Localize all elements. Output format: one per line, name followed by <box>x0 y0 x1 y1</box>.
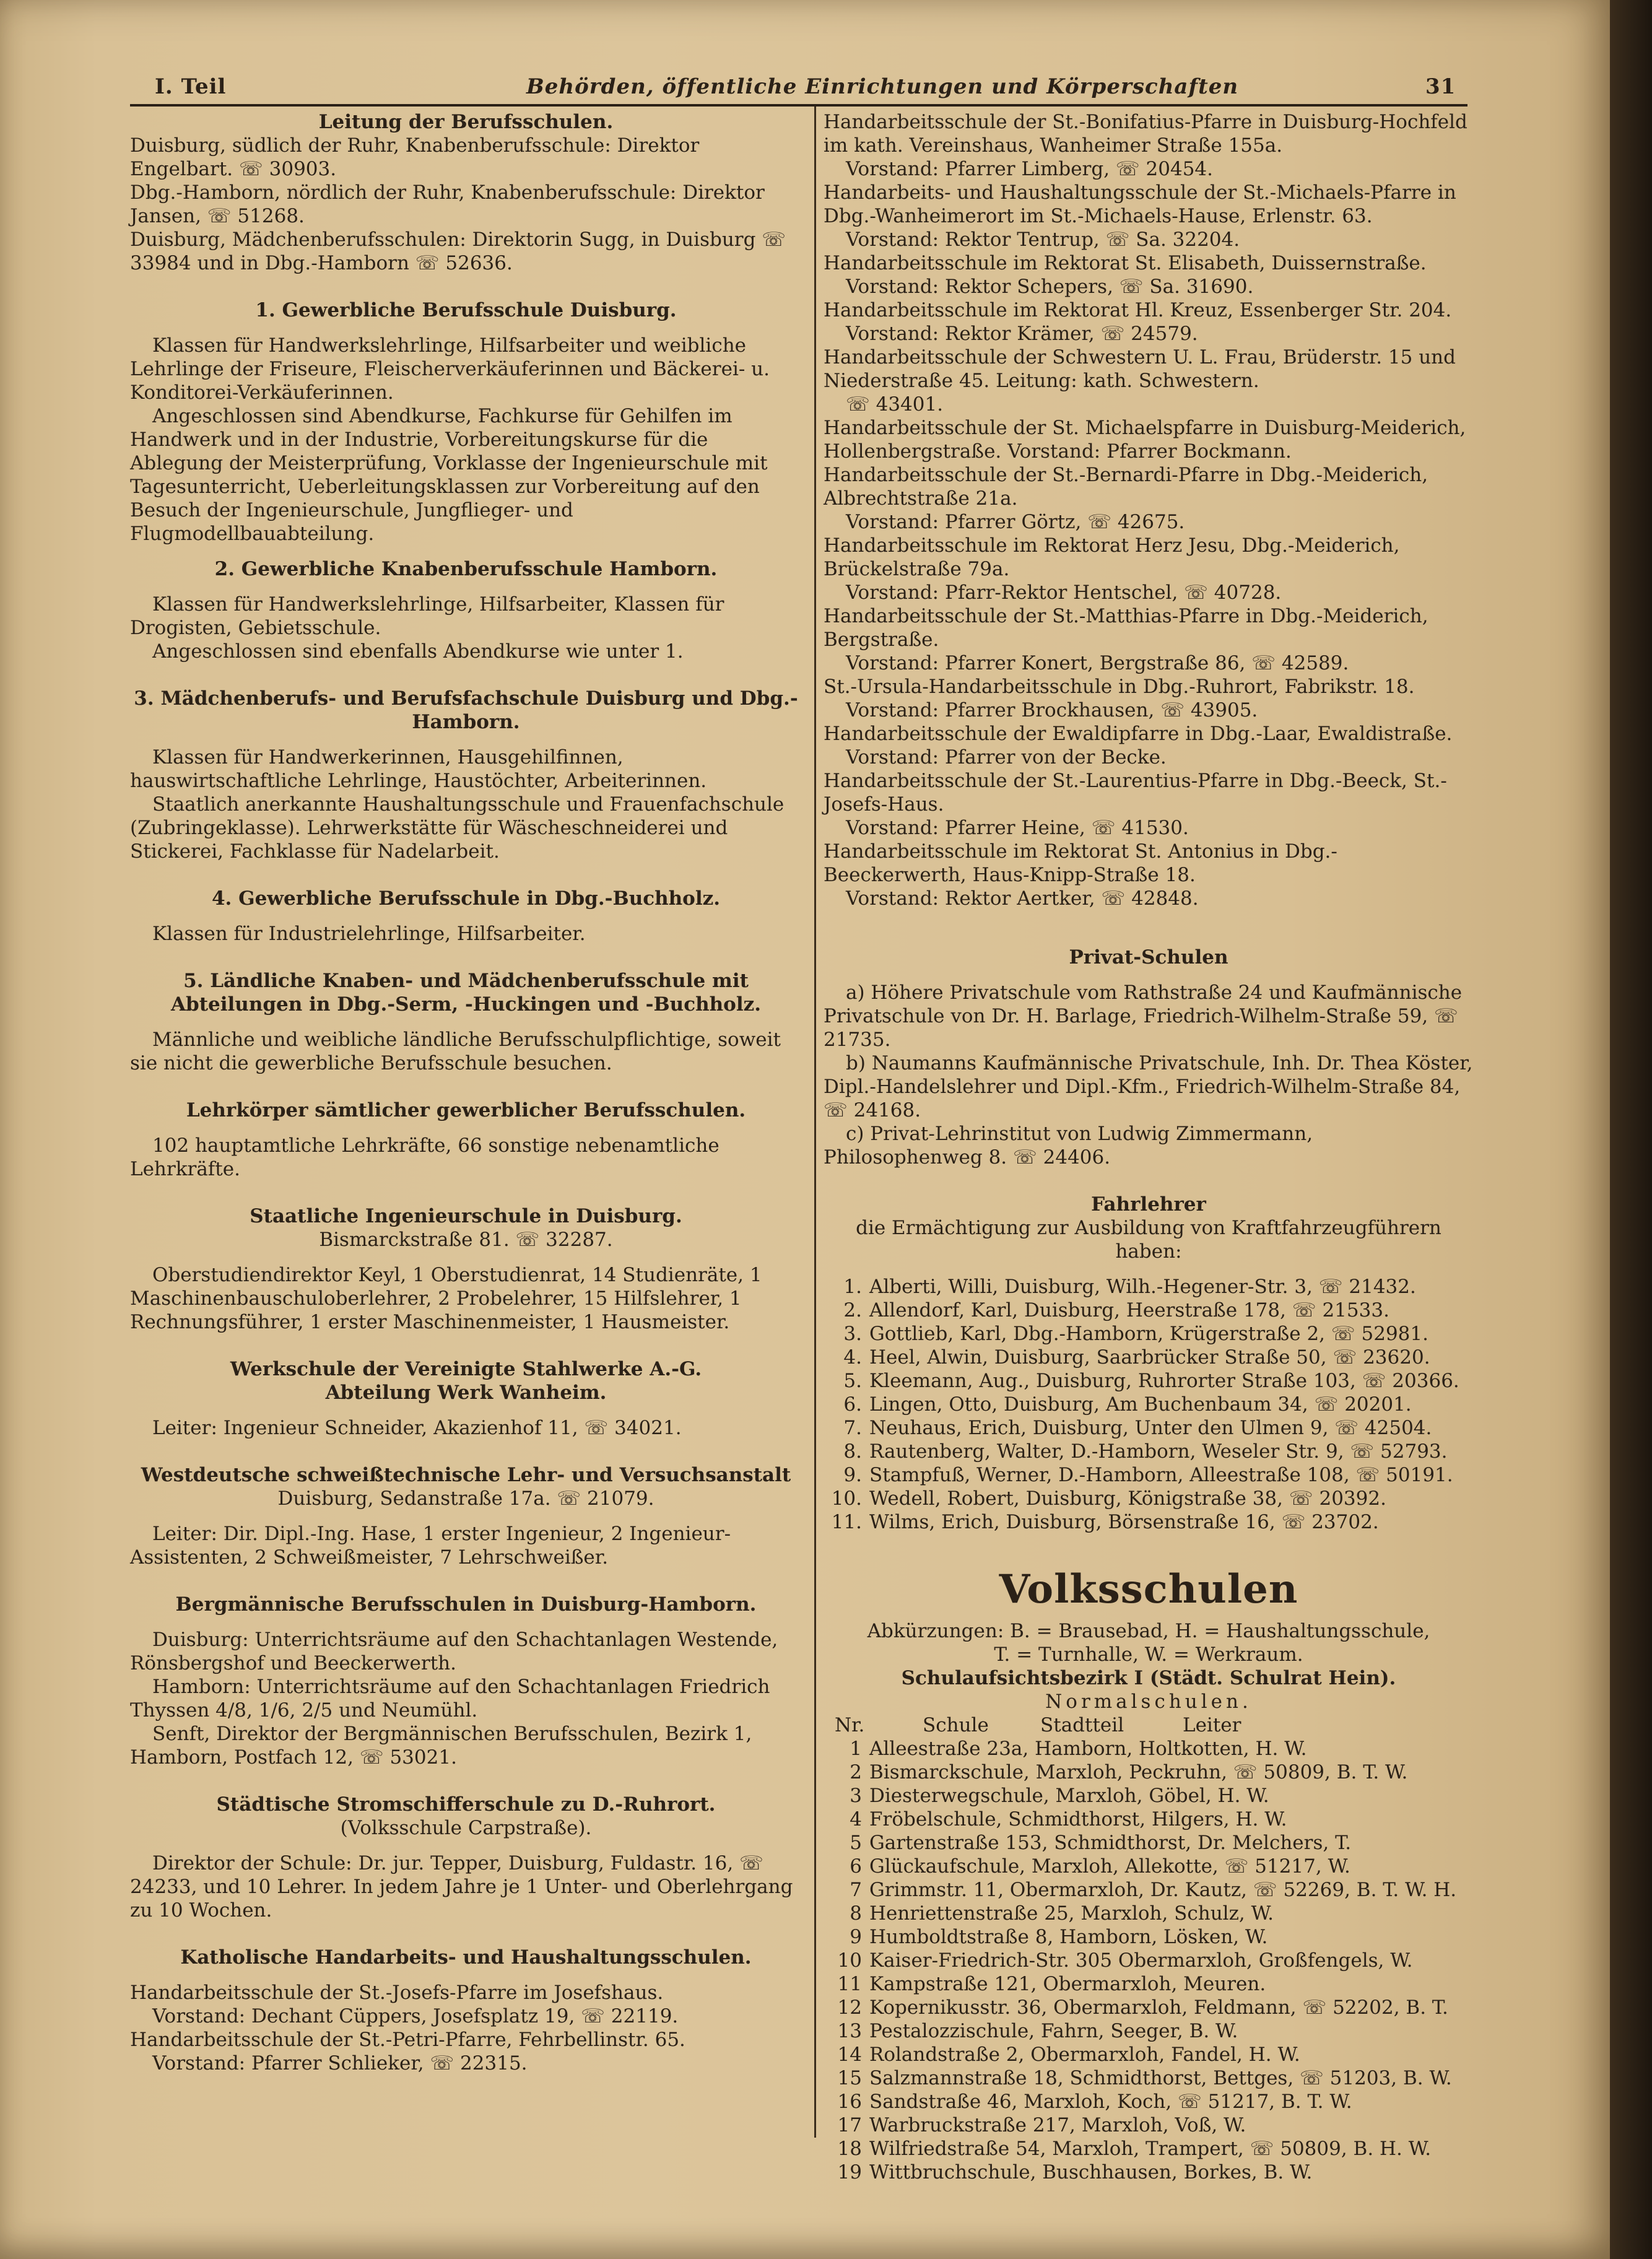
school-row <box>824 2066 1474 2090</box>
entry-number: 14 <box>837 2044 862 2066</box>
paragraph: Vorstand: Pfarrer Konert, Bergstraße 86, ☏ 42589. <box>846 652 1349 674</box>
section-heading: Werkschule der Vereinigte Stahlwerke A.-G. <box>230 1358 702 1380</box>
left-column <box>130 110 802 2075</box>
entry-text: Rautenberg, Walter, D.-Hamborn, Weseler Str. 9, ☏ 52793. <box>869 1440 1448 1463</box>
spacer <box>130 1122 802 1134</box>
paragraph: Vorstand: Rektor Aertker, ☏ 42848. <box>846 887 1199 910</box>
abbreviations-line-1: Abkürzungen: B. = Brausebad, H. = Haushaltungsschule, <box>867 1620 1430 1642</box>
paragraph: b) Naumanns Kaufmännische Privatschule, Inh. Dr. Thea Köster, Dipl.-Handelslehrer und Dipl.-Kfm., Friedrich-Wilhelm-Straße 84, ☏ 24168. <box>824 1052 1473 1121</box>
entry-text: Sandstraße 46, Marxloh, Koch, ☏ 51217, B. T. W. <box>869 2091 1352 2113</box>
entry-number: 16 <box>837 2091 862 2113</box>
school-row <box>824 1737 1474 1761</box>
entry-text: Salzmannstraße 18, Schmidthorst, Bettges, ☏ 51203, B. W. <box>869 2067 1452 2089</box>
district-heading: Schulaufsichtsbezirk I (Städt. Schulrat Hein). <box>901 1667 1396 1689</box>
col-leiter-header: Leiter <box>1183 1714 1241 1736</box>
running-head-part: I. Teil <box>155 74 227 99</box>
column-divider <box>814 107 816 2138</box>
school-row <box>824 2161 1474 2184</box>
normalschulen-subhead: Normalschulen. <box>1045 1691 1252 1713</box>
section-heading: Leitung der Berufsschulen. <box>318 111 614 133</box>
paragraph: Handarbeits- und Haushaltungsschule der St.-Michaels-Pfarre in Dbg.-Wanheimerort im St.-Michaels-Hause, Erlenstr. 63. <box>824 181 1456 227</box>
section-heading: Katholische Handarbeits- und Haushaltungsschulen. <box>180 1946 752 1969</box>
school-row <box>824 2043 1474 2066</box>
section-heading: Fahrlehrer <box>1091 1193 1206 1216</box>
spacer <box>130 1404 802 1416</box>
col-nr-header: Nr. <box>835 1714 865 1736</box>
paragraph: c) Privat-Lehrinstitut von Ludwig Zimmermann, Philosophenweg 8. ☏ 24406. <box>824 1123 1313 1169</box>
paragraph: Leiter: Dir. Dipl.-Ing. Hase, 1 erster Ingenieur, 2 Ingenieur-Assistenten, 2 Schweißmeister, 7 Lehrschweißer. <box>130 1523 731 1569</box>
spacer <box>824 1169 1474 1193</box>
paragraph: St.-Ursula-Handarbeitsschule in Dbg.-Ruhrort, Fabrikstr. 18. <box>824 676 1415 698</box>
entry-number: 6. <box>843 1393 862 1416</box>
entry-text: Pestalozzischule, Fahrn, Seeger, B. W. <box>869 2020 1238 2042</box>
section-heading: 5. Ländliche Knaben- und Mädchenberufsschule mit Abteilungen in Dbg.-Serm, -Huckingen und -Buchholz. <box>170 970 761 1016</box>
section-heading: Bergmännische Berufsschulen in Duisburg-Hamborn. <box>175 1593 757 1616</box>
paragraph: 102 hauptamtliche Lehrkräfte, 66 sonstige nebenamtliche Lehrkräfte. <box>130 1134 719 1180</box>
paragraph: a) Höhere Privatschule vom Rathstraße 24 und Kaufmännische Privatschule von Dr. H. Barlage, Friedrich-Wilhelm-Straße 59, ☏ 21735. <box>824 982 1463 1051</box>
entry-text: Henriettenstraße 25, Marxloh, Schulz, W. <box>869 1902 1274 1925</box>
volksschulen-title: Volksschulen <box>999 1566 1298 1613</box>
entry-number: 2 <box>850 1761 862 1783</box>
entry-text: Kampstraße 121, Obermarxloh, Meuren. <box>869 1973 1266 1995</box>
entry-number: 12 <box>837 1996 862 2019</box>
school-row <box>824 2113 1474 2137</box>
entry-number: 13 <box>837 2020 862 2042</box>
paragraph: Klassen für Industrielehrlinge, Hilfsarbeiter. <box>152 923 586 945</box>
header-rule <box>130 104 1467 107</box>
centered-line: Duisburg, Sedanstraße 17a. ☏ 21079. <box>277 1487 654 1510</box>
spacer <box>130 1016 802 1028</box>
paragraph: Handarbeitsschule der Ewaldipfarre in Dbg.-Laar, Ewaldistraße. <box>824 723 1453 745</box>
spacer <box>130 1569 802 1593</box>
entry-number: 6 <box>850 1855 862 1878</box>
section-heading: Abteilung Werk Wanheim. <box>325 1382 607 1404</box>
section-heading: Staatliche Ingenieurschule in Duisburg. <box>250 1205 682 1227</box>
entry-text: Gottlieb, Karl, Dbg.-Hamborn, Krügerstraße 2, ☏ 52981. <box>869 1323 1428 1345</box>
paragraph: Dbg.-Hamborn, nördlich der Ruhr, Knabenberufsschule: Direktor Jansen, ☏ 51268. <box>130 181 765 227</box>
paragraph: Duisburg: Unterrichtsräume auf den Schachtanlagen Westende, Rönsbergshof und Beeckerwerth. <box>130 1629 778 1674</box>
spacer <box>824 1534 1474 1557</box>
entry-number: 3. <box>843 1323 862 1345</box>
entry-number: 17 <box>837 2114 862 2136</box>
section-heading: Westdeutsche schweißtechnische Lehr- und Versuchsanstalt <box>141 1464 791 1486</box>
entry-text: Gartenstraße 153, Schmidthorst, Dr. Melchers, T. <box>869 1832 1352 1854</box>
entry-text: Stampfuß, Werner, D.-Hamborn, Alleestraße 108, ☏ 50191. <box>869 1464 1453 1486</box>
spacer <box>130 1922 802 1946</box>
paragraph: Senft, Direktor der Bergmännischen Berufsschulen, Bezirk 1, Hamborn, Postfach 12, ☏ 53021. <box>130 1723 752 1769</box>
paragraph: Vorstand: Pfarrer von der Becke. <box>846 746 1167 768</box>
spacer <box>130 910 802 922</box>
paragraph: Handarbeitsschule der St.-Petri-Pfarre, Fehrbellinstr. 65. <box>130 2029 685 2051</box>
section-heading: Privat-Schulen <box>1069 946 1228 968</box>
entry-number: 4. <box>843 1346 862 1369</box>
centered-line: die Ermächtigung zur Ausbildung von Kraftfahrzeugführern <box>856 1217 1441 1239</box>
fahrlehrer-row <box>824 1299 1474 1322</box>
fahrlehrer-row <box>824 1463 1474 1487</box>
entry-number: 7 <box>850 1879 862 1901</box>
entry-text: Alleestraße 23a, Hamborn, Holtkotten, H. W. <box>869 1738 1307 1760</box>
school-row <box>824 1972 1474 1996</box>
paragraph: Handarbeitsschule der St.-Matthias-Pfarre in Dbg.-Meiderich, Bergstraße. <box>824 605 1428 651</box>
spacer <box>824 934 1474 946</box>
entry-text: Lingen, Otto, Duisburg, Am Buchenbaum 34, ☏ 20201. <box>869 1393 1412 1416</box>
school-row <box>824 1855 1474 1878</box>
spacer <box>130 1969 802 1981</box>
entry-number: 9 <box>850 1926 862 1948</box>
entry-number: 2. <box>843 1299 862 1321</box>
paragraph: Vorstand: Pfarr-Rektor Hentschel, ☏ 40728. <box>846 581 1282 604</box>
entry-number: 10. <box>831 1487 862 1510</box>
school-row <box>824 1925 1474 1949</box>
entry-text: Wittbruchschule, Buschhausen, Borkes, B. W. <box>869 2161 1313 2183</box>
entry-text: Diesterwegschule, Marxloh, Göbel, H. W. <box>869 1785 1269 1807</box>
spacer <box>130 1181 802 1204</box>
entry-text: Alberti, Willi, Duisburg, Wilh.-Hegener-Str. 3, ☏ 21432. <box>869 1276 1416 1298</box>
entry-text: Wedell, Robert, Duisburg, Königstraße 38, ☏ 20392. <box>869 1487 1386 1510</box>
fahrlehrer-row <box>824 1322 1474 1346</box>
spacer <box>130 581 802 593</box>
paragraph: Vorstand: Rektor Schepers, ☏ Sa. 31690. <box>846 276 1254 298</box>
paragraph: Vorstand: Pfarrer Brockhausen, ☏ 43905. <box>846 699 1258 721</box>
paragraph: Vorstand: Pfarrer Görtz, ☏ 42675. <box>846 511 1185 533</box>
fahrlehrer-list <box>824 1275 1474 1534</box>
spacer <box>130 322 802 334</box>
fahrlehrer-row <box>824 1440 1474 1463</box>
entry-text: Humboldtstraße 8, Hamborn, Lösken, W. <box>869 1926 1268 1948</box>
paragraph: Männliche und weibliche ländliche Berufsschulpflichtige, soweit sie nicht die gewerbliche Berufsschule besuchen. <box>130 1029 781 1074</box>
school-row <box>824 1784 1474 1808</box>
paragraph: Klassen für Handwerkerinnen, Hausgehilfinnen, hauswirtschaftliche Lehrlinge, Haustöchter, Arbeiterinnen. <box>130 746 707 792</box>
entry-number: 10 <box>837 1949 862 1972</box>
school-row <box>824 1761 1474 1784</box>
right-column <box>824 110 1474 2184</box>
paragraph: Vorstand: Pfarrer Limberg, ☏ 20454. <box>846 158 1213 180</box>
school-row <box>824 1902 1474 1925</box>
spacer <box>130 1616 802 1628</box>
spacer <box>130 1075 802 1099</box>
paragraph: Staatlich anerkannte Haushaltungsschule und Frauenfachschule (Zubringeklasse). Lehrwerkstätte für Wäscheschneiderei und Stickerei, Fachklasse für Nadelarbeit. <box>130 793 785 863</box>
spacer <box>130 275 802 298</box>
section-heading: 1. Gewerbliche Berufsschule Duisburg. <box>255 299 677 321</box>
fahrlehrer-row <box>824 1369 1474 1393</box>
running-head-title: Behörden, öffentliche Einrichtungen und Körperschaften <box>526 74 1239 99</box>
spacer <box>130 1510 802 1522</box>
entry-text: Kopernikusstr. 36, Obermarxloh, Feldmann, ☏ 52202, B. T. <box>869 1996 1448 2019</box>
spacer <box>130 546 802 557</box>
paragraph: Oberstudiendirektor Keyl, 1 Oberstudienrat, 14 Studienräte, 1 Maschinenbauschuloberlehrer, 2 Probelehrer, 15 Hilfslehrer, 1 Rechnungsführer, 1 erster Maschinenmeister, 1 Hausmeister. <box>130 1264 762 1333</box>
entry-number: 11. <box>831 1511 862 1533</box>
spacer <box>130 1334 802 1357</box>
paragraph: Handarbeitsschule im Rektorat Hl. Kreuz, Essenberger Str. 204. <box>824 299 1452 321</box>
paragraph: Vorstand: Dechant Cüppers, Josefsplatz 19, ☏ 22119. <box>152 2005 679 2027</box>
paragraph: Handarbeitsschule der Schwestern U. L. Frau, Brüderstr. 15 und Niederstraße 45. Leitung: kath. Schwestern. <box>824 346 1456 392</box>
school-row <box>824 1808 1474 1831</box>
spacer <box>824 910 1474 934</box>
entry-text: Allendorf, Karl, Duisburg, Heerstraße 178, ☏ 21533. <box>869 1299 1389 1321</box>
school-list <box>824 1737 1474 2184</box>
section-heading: 4. Gewerbliche Berufsschule in Dbg.-Buchholz. <box>211 887 721 910</box>
paragraph: Duisburg, Mädchenberufsschulen: Direktorin Sugg, in Duisburg ☏ 33984 und in Dbg.-Hamborn ☏ 52636. <box>130 229 786 274</box>
paragraph: Handarbeitsschule der St.-Bonifatius-Pfarre in Duisburg-Hochfeld im kath. Vereinshaus, Wanheimer Straße 155a. <box>824 111 1467 157</box>
paragraph: Angeschlossen sind Abendkurse, Fachkurse für Gehilfen im Handwerk und in der Industrie, Vorbereitungskurse für die Ablegung der Meisterprüfung, Vorklasse der Ingenieurschule mit Tagesunterricht, Ueberleitungsklassen zur Vorbereitung auf den Besuch der Ingenieurschule, Jungflieger- und Flugmodellbauabteilung. <box>130 405 768 545</box>
entry-number: 8. <box>843 1440 862 1463</box>
entry-text: Warbruckstraße 217, Marxloh, Voß, W. <box>869 2114 1246 2136</box>
paragraph: Hamborn: Unterrichtsräume auf den Schachtanlagen Friedrich Thyssen 4/8, 1/6, 2/5 und Neumühl. <box>130 1676 770 1721</box>
paragraph: Angeschlossen sind ebenfalls Abendkurse wie unter 1. <box>152 640 684 663</box>
paragraph: Vorstand: Pfarrer Heine, ☏ 41530. <box>846 817 1189 839</box>
paragraph: Vorstand: Pfarrer Schlieker, ☏ 22315. <box>152 2052 528 2074</box>
school-row <box>824 1996 1474 2019</box>
spacer <box>130 1251 802 1263</box>
entry-text: Bismarckschule, Marxloh, Peckruhn, ☏ 50809, B. T. W. <box>869 1761 1408 1783</box>
entry-text: Kaiser-Friedrich-Str. 305 Obermarxloh, Großfengels, W. <box>869 1949 1413 1972</box>
paragraph: Duisburg, südlich der Ruhr, Knabenberufsschule: Direktor Engelbart. ☏ 30903. <box>130 134 700 180</box>
paragraph: Handarbeitsschule im Rektorat St. Elisabeth, Duissernstraße. <box>824 252 1427 274</box>
entry-number: 5. <box>843 1370 862 1392</box>
centered-line: haben: <box>1115 1240 1182 1263</box>
paragraph: Handarbeitsschule im Rektorat St. Antonius in Dbg.-Beeckerwerth, Haus-Knipp-Straße 18. <box>824 840 1337 886</box>
spacer <box>130 734 802 746</box>
section-heading: Städtische Stromschifferschule zu D.-Ruhrort. <box>216 1793 716 1816</box>
fahrlehrer-row <box>824 1487 1474 1510</box>
entry-number: 3 <box>850 1785 862 1807</box>
book-gutter-edge <box>1610 0 1652 2259</box>
entry-number: 11 <box>837 1973 862 1995</box>
spacer <box>130 663 802 687</box>
entry-number: 5 <box>850 1832 862 1854</box>
fahrlehrer-row <box>824 1416 1474 1440</box>
school-row <box>824 2090 1474 2113</box>
section-heading: 3. Mädchenberufs- und Berufsfachschule Duisburg und Dbg.-Hamborn. <box>134 687 798 733</box>
right-column-blocks <box>824 110 1474 1275</box>
entry-text: Neuhaus, Erich, Duisburg, Unter den Ulmen 9, ☏ 42504. <box>869 1417 1432 1439</box>
spacer <box>824 1263 1474 1275</box>
fahrlehrer-row <box>824 1393 1474 1416</box>
entry-number: 8 <box>850 1902 862 1925</box>
entry-text: Glückaufschule, Marxloh, Allekotte, ☏ 51217, W. <box>869 1855 1350 1878</box>
paragraph: Handarbeitsschule der St. Michaelspfarre in Duisburg-Meiderich, Hollenbergstraße. Vorstand: Pfarrer Bockmann. <box>824 417 1466 463</box>
entry-text: Fröbelschule, Schmidthorst, Hilgers, H. W. <box>869 1808 1287 1830</box>
fahrlehrer-row <box>824 1346 1474 1369</box>
school-row <box>824 2019 1474 2043</box>
school-table-header <box>824 1713 1474 1737</box>
entry-number: 1. <box>843 1276 862 1298</box>
spacer <box>130 863 802 887</box>
paragraph: Klassen für Handwerkslehrlinge, Hilfsarbeiter und weibliche Lehrlinge der Friseure, Fleischerverkäuferinnen und Bäckerei- u. Konditorei-Verkäuferinnen. <box>130 334 770 404</box>
school-row <box>824 2137 1474 2161</box>
paragraph: Handarbeitsschule der St.-Josefs-Pfarre im Josefshaus. <box>130 1982 664 2004</box>
col-schule-header: Schule <box>923 1714 989 1736</box>
paragraph: Direktor der Schule: Dr. jur. Tepper, Duisburg, Fuldastr. 16, ☏ 24233, und 10 Lehrer. In jedem Jahre je 1 Unter- und Oberlehrgang zu 10 Wochen. <box>130 1852 793 1922</box>
paragraph: Vorstand: Rektor Krämer, ☏ 24579. <box>846 323 1198 345</box>
entry-number: 4 <box>850 1808 862 1830</box>
entry-number: 19 <box>837 2161 862 2183</box>
entry-text: Heel, Alwin, Duisburg, Saarbrücker Straße 50, ☏ 23620. <box>869 1346 1430 1369</box>
section-heading: Lehrkörper sämtlicher gewerblicher Berufsschulen. <box>186 1099 746 1121</box>
abbreviations-line-2: T. = Turnhalle, W. = Werkraum. <box>994 1643 1303 1666</box>
centered-line: (Volksschule Carpstraße). <box>340 1817 592 1839</box>
fahrlehrer-row <box>824 1510 1474 1534</box>
spacer <box>130 1769 802 1793</box>
entry-text: Wilms, Erich, Duisburg, Börsenstraße 16, ☏ 23702. <box>869 1511 1379 1533</box>
paragraph: ☏ 43401. <box>846 393 944 416</box>
entry-text: Kleemann, Aug., Duisburg, Ruhrorter Straße 103, ☏ 20366. <box>869 1370 1459 1392</box>
fahrlehrer-row <box>824 1275 1474 1299</box>
paragraph: Handarbeitsschule der St.-Bernardi-Pfarre in Dbg.-Meiderich, Albrechtstraße 21a. <box>824 464 1428 510</box>
centered-line: Bismarckstraße 81. ☏ 32287. <box>319 1229 613 1251</box>
entry-number: 15 <box>837 2067 862 2089</box>
section-heading: 2. Gewerbliche Knabenberufsschule Hamborn. <box>214 558 718 580</box>
entry-number: 9. <box>843 1464 862 1486</box>
paragraph: Leiter: Ingenieur Schneider, Akazienhof 11, ☏ 34021. <box>152 1417 682 1439</box>
school-row <box>824 1831 1474 1855</box>
paragraph: Handarbeitsschule der St.-Laurentius-Pfarre in Dbg.-Beeck, St.-Josefs-Haus. <box>824 770 1447 816</box>
spacer <box>130 1840 802 1852</box>
entry-number: 1 <box>850 1738 862 1760</box>
paragraph: Handarbeitsschule im Rektorat Herz Jesu, Dbg.-Meiderich, Brückelstraße 79a. <box>824 534 1400 580</box>
paragraph: Klassen für Handwerkslehrlinge, Hilfsarbeiter, Klassen für Drogisten, Gebietsschule. <box>130 593 724 639</box>
spacer <box>130 1440 802 1463</box>
entry-number: 18 <box>837 2138 862 2160</box>
spacer <box>824 969 1474 981</box>
page-number: 31 <box>1425 74 1456 99</box>
col-stadtteil-header: Stadtteil <box>1040 1714 1124 1736</box>
school-row <box>824 1949 1474 1972</box>
entry-number: 7. <box>843 1417 862 1439</box>
paragraph: Vorstand: Rektor Tentrup, ☏ Sa. 32204. <box>846 229 1240 251</box>
entry-text: Wilfriedstraße 54, Marxloh, Trampert, ☏ 50809, B. H. W. <box>869 2138 1432 2160</box>
entry-text: Grimmstr. 11, Obermarxloh, Dr. Kautz, ☏ 52269, B. T. W. H. <box>869 1879 1457 1901</box>
entry-text: Rolandstraße 2, Obermarxloh, Fandel, H. W. <box>869 2044 1300 2066</box>
spacer <box>130 946 802 969</box>
school-row <box>824 1878 1474 1902</box>
